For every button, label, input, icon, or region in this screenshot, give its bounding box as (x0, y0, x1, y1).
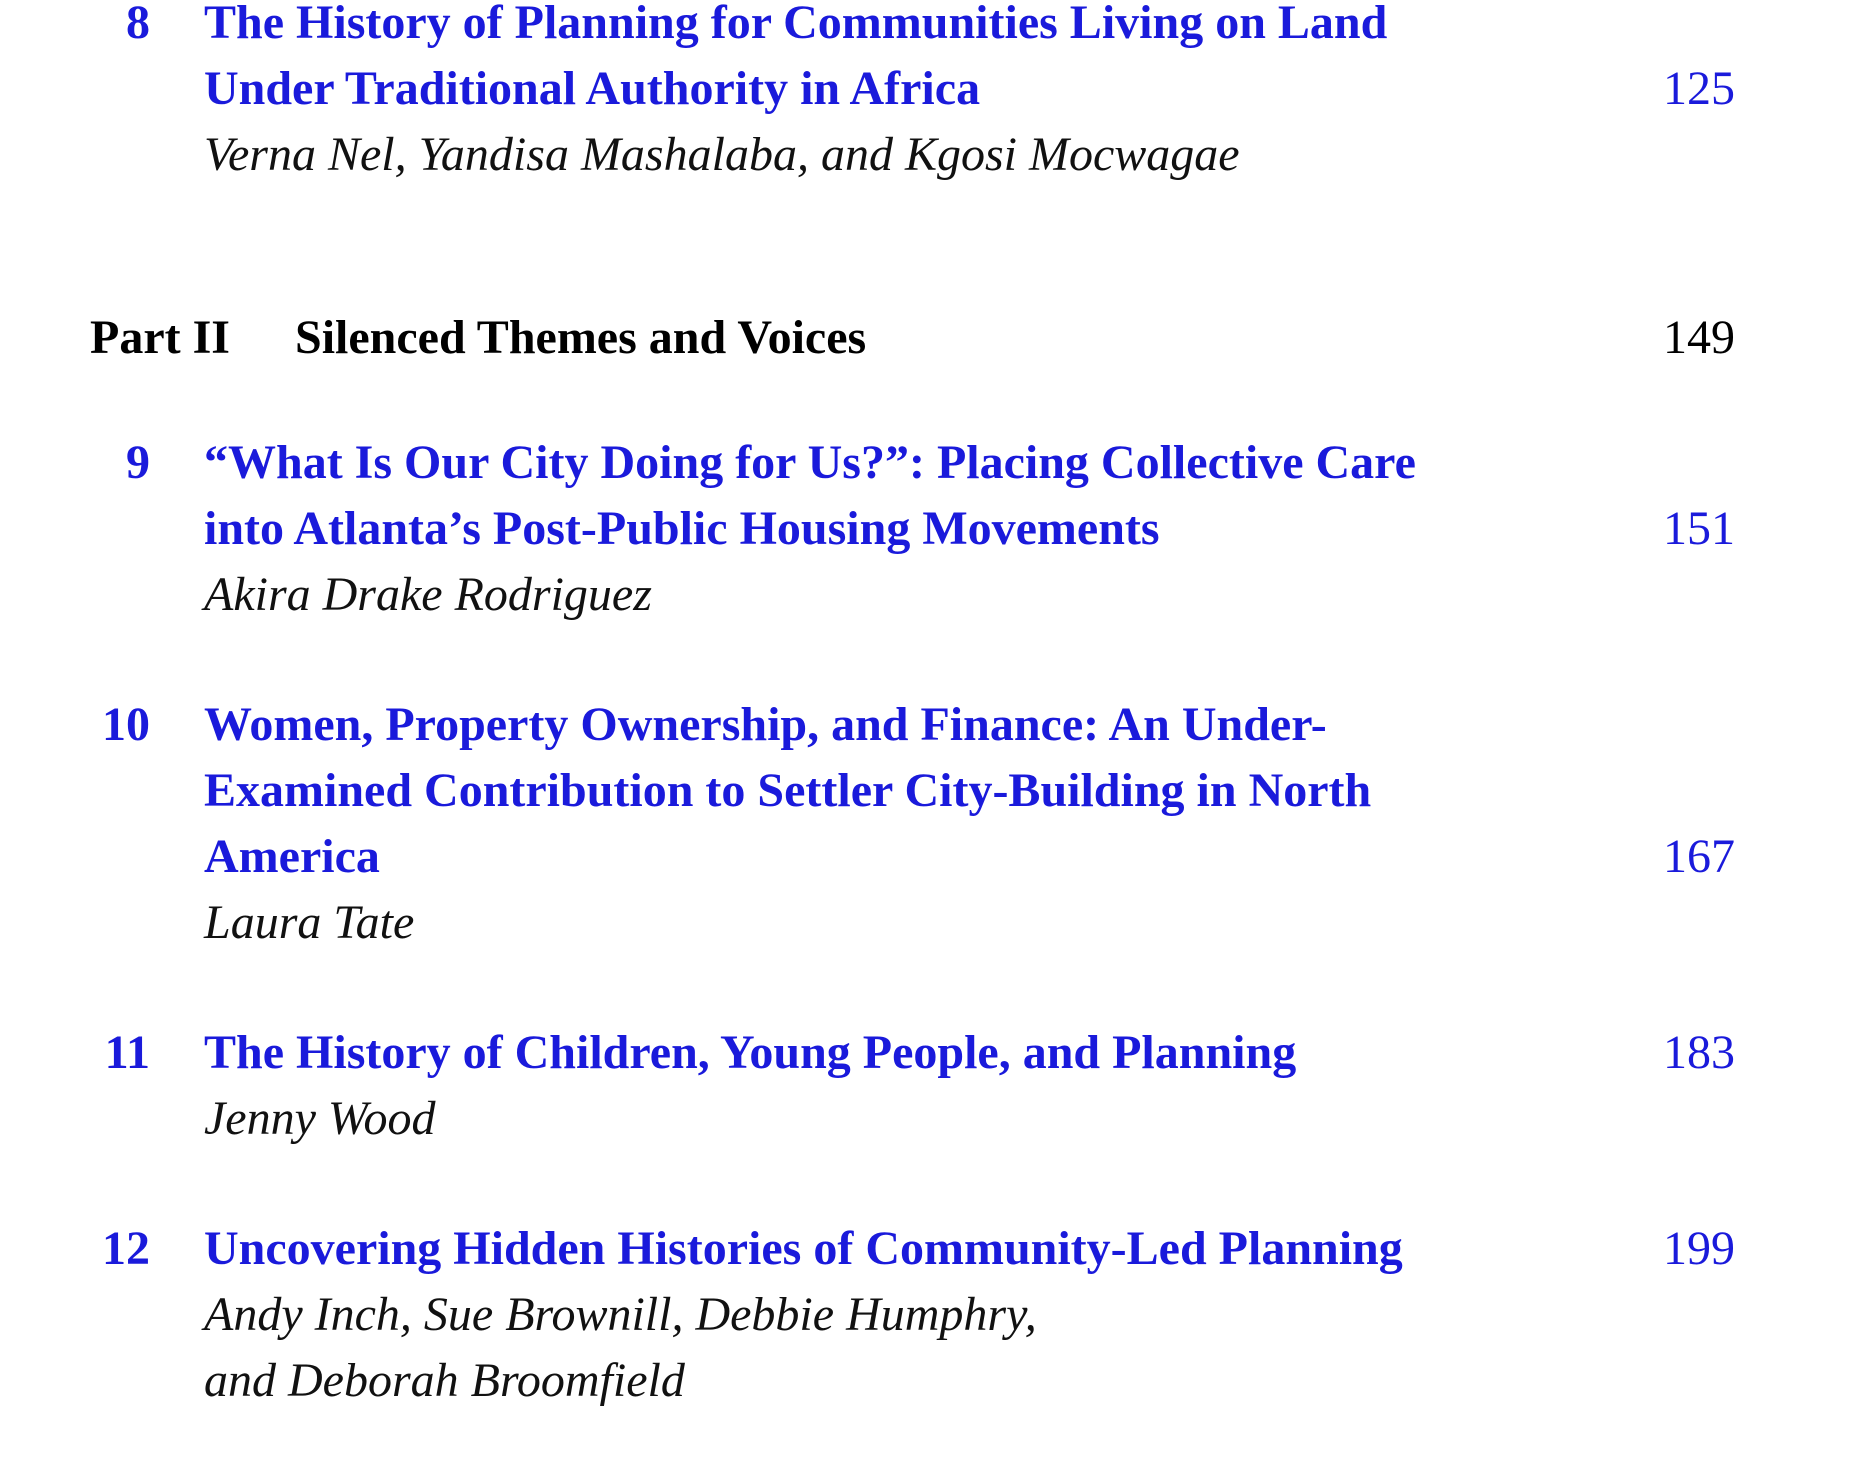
chapter-number: 10 (102, 698, 150, 751)
author-line: Jenny Wood (204, 1092, 436, 1145)
chapter-number: 8 (126, 0, 150, 49)
part-page-number[interactable]: 149 (1663, 311, 1735, 364)
chapter-number: 12 (102, 1222, 150, 1275)
chapter-authors (204, 122, 1240, 188)
chapter-page-number[interactable]: 199 (1663, 1222, 1735, 1275)
chapter-authors (204, 1282, 1037, 1414)
author-line: Laura Tate (204, 896, 415, 949)
chapter-title[interactable] (204, 692, 1574, 890)
chapter-title-line: “What Is Our City Doing for Us?”: Placing Collective Care (204, 436, 1416, 489)
chapter-title-line: The History of Planning for Communities Living on Land (204, 0, 1388, 49)
part-title: Silenced Themes and Voices (295, 311, 867, 364)
author-line: Andy Inch, Sue Brownill, Debbie Humphry, (204, 1288, 1037, 1341)
chapter-number: 11 (104, 1026, 150, 1079)
chapter-title-line: America (204, 830, 380, 883)
chapter-page-number[interactable]: 183 (1663, 1026, 1735, 1079)
part-label: Part II (90, 311, 230, 364)
chapter-title-line: Women, Property Ownership, and Finance: An Under- (204, 698, 1327, 751)
chapter-title[interactable] (204, 1020, 1574, 1086)
chapter-title[interactable] (204, 1216, 1574, 1282)
chapter-title-line: Examined Contribution to Settler City-Building in North (204, 764, 1372, 817)
chapter-title-line: into Atlanta’s Post-Public Housing Movements (204, 502, 1160, 555)
chapter-number: 9 (126, 436, 150, 489)
chapter-page-number[interactable]: 125 (1663, 62, 1735, 115)
chapter-page-number[interactable]: 167 (1663, 830, 1735, 883)
chapter-page-number[interactable]: 151 (1663, 502, 1735, 555)
chapter-title-line: Uncovering Hidden Histories of Community-Led Planning (204, 1222, 1403, 1275)
chapter-title-line: The History of Children, Young People, and Planning (204, 1026, 1297, 1079)
author-line: Verna Nel, Yandisa Mashalaba, and Kgosi Mocwagae (204, 128, 1240, 181)
author-line: and Deborah Broomfield (204, 1354, 685, 1407)
chapter-title[interactable] (204, 430, 1574, 562)
chapter-title[interactable] (204, 0, 1574, 122)
author-line: Akira Drake Rodriguez (204, 568, 652, 621)
chapter-authors (204, 562, 652, 628)
chapter-title-line: Under Traditional Authority in Africa (204, 62, 981, 115)
chapter-authors (204, 1086, 436, 1152)
chapter-authors (204, 890, 414, 956)
